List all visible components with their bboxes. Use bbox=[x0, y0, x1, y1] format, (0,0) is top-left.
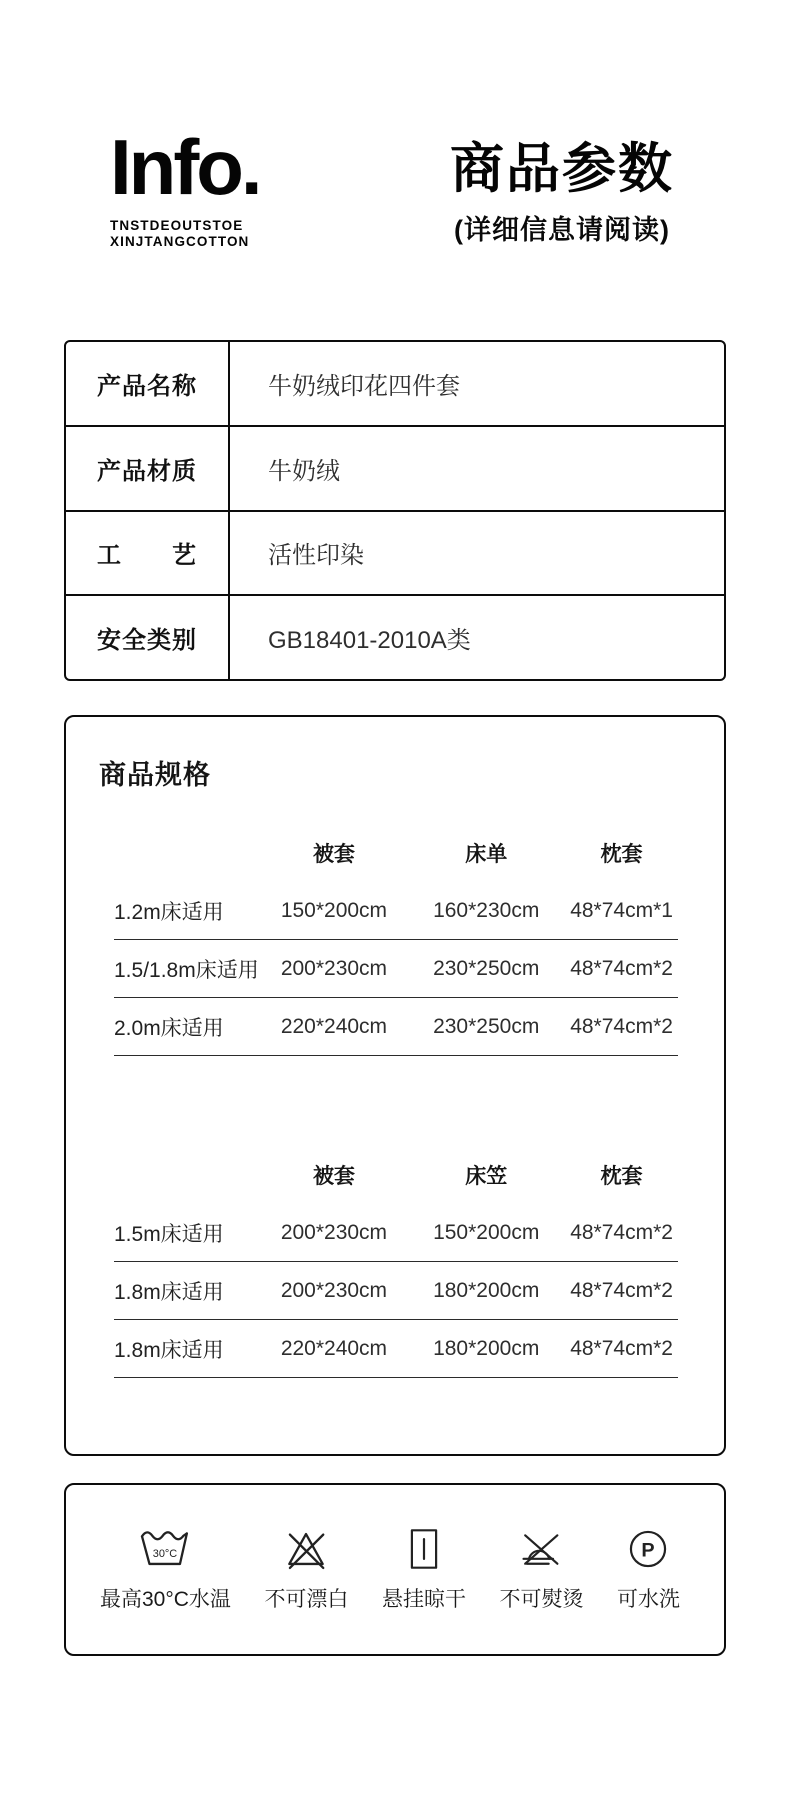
care-label: 不可熨烫 bbox=[499, 1588, 584, 1611]
title-block bbox=[394, 139, 730, 250]
param-label: 安全类别 bbox=[66, 596, 230, 679]
param-row bbox=[66, 512, 724, 597]
spec-header-cell: 枕套 bbox=[600, 843, 643, 866]
brand-block bbox=[110, 123, 260, 250]
no-bleach-icon bbox=[283, 1526, 329, 1572]
spec-cell: 220*240cm bbox=[280, 1336, 388, 1360]
spec-cell: 230*250cm bbox=[433, 956, 540, 980]
spec-header-cell: 床笠 bbox=[465, 1165, 508, 1188]
param-label: 产品名称 bbox=[66, 342, 230, 425]
spec-cell: 2.0m床适用 bbox=[114, 1016, 224, 1040]
spec-header-cell: 被套 bbox=[312, 1165, 355, 1188]
care-label: 可水洗 bbox=[616, 1588, 680, 1611]
spec-header-row bbox=[114, 838, 678, 882]
param-value: 牛奶绒 bbox=[268, 457, 340, 485]
spec-row bbox=[114, 940, 678, 998]
spec-cell: 1.8m床适用 bbox=[114, 1338, 224, 1362]
care-item-washable bbox=[617, 1526, 680, 1613]
params-table bbox=[64, 340, 726, 681]
spec-cell: 48*74cm*2 bbox=[570, 1220, 673, 1244]
no-iron-icon bbox=[517, 1526, 565, 1572]
brand-tagline-line2: XINJTANGCOTTON bbox=[110, 233, 250, 249]
param-value: 活性印染 bbox=[268, 542, 364, 570]
spec-header-cell bbox=[114, 1160, 261, 1190]
page-title: 商品参数 bbox=[450, 139, 674, 199]
spec-header-cell bbox=[114, 838, 261, 868]
spec-cell: 180*200cm bbox=[433, 1278, 540, 1302]
care-label: 悬挂晾干 bbox=[381, 1588, 466, 1611]
spec-cell: 200*230cm bbox=[280, 1278, 388, 1302]
spec-cell: 48*74cm*1 bbox=[570, 898, 673, 922]
spec-cell: 150*200cm bbox=[280, 898, 388, 922]
spec-row bbox=[114, 1204, 678, 1262]
spec-cell: 200*230cm bbox=[280, 956, 388, 980]
spec-table-fitted-set bbox=[114, 1160, 678, 1378]
care-item-wash-temp bbox=[100, 1526, 231, 1613]
spec-header-cell: 床单 bbox=[465, 843, 508, 866]
spec-table-sheet-set bbox=[114, 838, 678, 1056]
spec-row bbox=[114, 882, 678, 940]
brand-tagline bbox=[110, 218, 260, 250]
brand-logo: Info. bbox=[110, 123, 260, 211]
param-value: GB18401-2010A类 bbox=[268, 627, 471, 655]
wash-temp-badge: 30°C bbox=[153, 1548, 178, 1561]
spec-cell: 1.2m床适用 bbox=[114, 900, 224, 924]
param-row bbox=[66, 342, 724, 427]
spec-cell: 180*200cm bbox=[433, 1336, 540, 1360]
spec-cell: 1.8m床适用 bbox=[114, 1280, 224, 1304]
brand-tagline-line1: TNSTDEOUTSTOE bbox=[110, 217, 244, 233]
header bbox=[64, 123, 730, 250]
param-label: 工 艺 bbox=[66, 512, 230, 595]
wash-temp-icon bbox=[137, 1526, 193, 1572]
care-label: 最高30°C水温 bbox=[100, 1588, 231, 1611]
spec-header-row bbox=[114, 1160, 678, 1204]
care-item-no-iron bbox=[499, 1526, 583, 1613]
param-row bbox=[66, 427, 724, 512]
spec-row bbox=[114, 1320, 678, 1378]
spec-row bbox=[114, 998, 678, 1056]
circle-p-icon bbox=[626, 1526, 670, 1572]
spec-cell: 48*74cm*2 bbox=[570, 1278, 673, 1302]
spec-cell: 48*74cm*2 bbox=[570, 1336, 673, 1360]
spec-cell: 200*230cm bbox=[280, 1220, 388, 1244]
param-label: 产品材质 bbox=[66, 427, 230, 510]
page-subtitle: (详细信息请阅读) bbox=[454, 215, 670, 245]
specs-box bbox=[64, 715, 726, 1456]
care-label: 不可漂白 bbox=[264, 1588, 349, 1611]
spec-cell: 48*74cm*2 bbox=[570, 1014, 673, 1038]
spec-cell: 150*200cm bbox=[433, 1220, 540, 1244]
spec-cell: 230*250cm bbox=[433, 1014, 540, 1038]
hang-dry-icon bbox=[402, 1526, 446, 1572]
param-value: 牛奶绒印花四件套 bbox=[268, 372, 460, 400]
spec-cell: 1.5/1.8m床适用 bbox=[114, 958, 259, 982]
spec-header-cell: 被套 bbox=[312, 843, 355, 866]
spec-cell: 1.5m床适用 bbox=[114, 1222, 224, 1246]
care-item-hang-dry bbox=[382, 1526, 466, 1613]
specs-title: 商品规格 bbox=[99, 760, 211, 790]
spec-cell: 220*240cm bbox=[280, 1014, 388, 1038]
param-row bbox=[66, 596, 724, 679]
spec-header-cell: 枕套 bbox=[600, 1165, 643, 1188]
spec-cell: 48*74cm*2 bbox=[570, 956, 673, 980]
care-instructions-box bbox=[64, 1483, 726, 1656]
circle-p-letter: P bbox=[641, 1539, 656, 1562]
spec-cell: 160*230cm bbox=[433, 898, 540, 922]
spec-row bbox=[114, 1262, 678, 1320]
care-item-no-bleach bbox=[264, 1526, 348, 1613]
